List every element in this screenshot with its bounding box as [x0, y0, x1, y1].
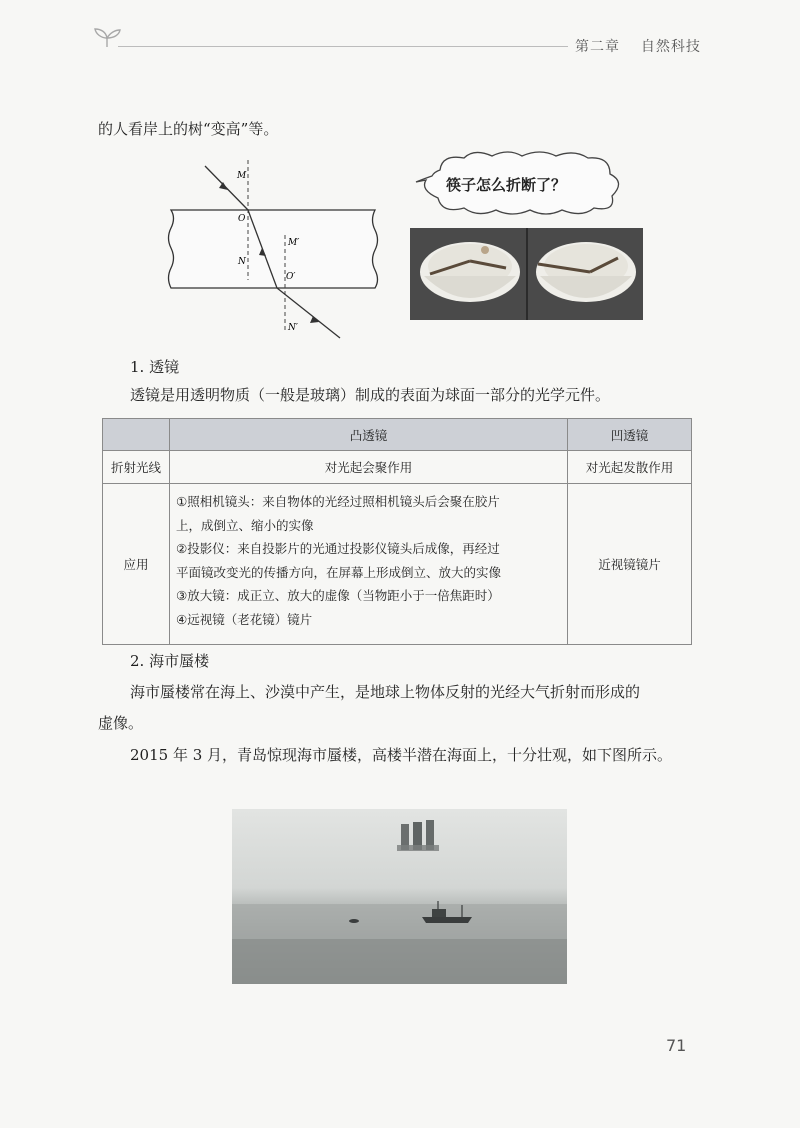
section2-paragraph2: 2015 年 3 月，青岛惊现海市蜃楼，高楼半潜在海面上，十分壮观，如下图所示。 [130, 746, 673, 764]
application-line: 平面镜改变光的传播方向，在屏幕上形成倒立、放大的实像 [176, 564, 502, 580]
convex-refraction: 对光起会聚作用 [170, 451, 568, 484]
section2-heading: 2. 海市蜃楼 [130, 652, 210, 670]
row-label-application: 应用 [103, 484, 170, 645]
application-line: 上，成倒立、缩小的实像 [176, 517, 314, 533]
concave-application: 近视镜镜片 [568, 484, 692, 645]
chapter-header [575, 36, 701, 56]
section1-paragraph: 透镜是用透明物质（一般是玻璃）制成的表面为球面一部分的光学元件。 [130, 386, 611, 404]
table-row [103, 484, 692, 645]
application-line: ③放大镜：成正立、放大的虚像（当物距小于一倍焦距时） [176, 588, 500, 603]
application-line: ①照相机镜头：来自物体的光经过照相机镜头后会聚在胶片 [176, 494, 500, 509]
thought-cloud [412, 150, 628, 220]
application-line: ④远视镜（老花镜）镜片 [176, 611, 313, 627]
page-number: 71 [666, 1036, 687, 1055]
lens-comparison-table [102, 418, 692, 645]
table-header-cell [103, 419, 170, 451]
label-O-prime: O′ [286, 272, 296, 282]
chapter-title: 自然科技 [640, 39, 701, 55]
label-M: M [237, 171, 247, 181]
section2-paragraph-line2: 虚像。 [98, 714, 144, 732]
label-N-prime: N′ [288, 323, 298, 333]
table-header-row [103, 419, 692, 451]
label-O: O [238, 214, 246, 224]
row-label-refraction: 折射光线 [103, 451, 170, 484]
application-line: ②投影仪：来自投影片的光通过投影仪镜头后成像，再经过 [176, 541, 500, 556]
refraction-diagram [165, 160, 390, 340]
section1-heading: 1. 透镜 [130, 358, 180, 376]
chapter-number: 第二章 [575, 39, 620, 55]
section2-paragraph-line1: 海市蜃楼常在海上、沙漠中产生，是地球上物体反射的光经大气折射而形成的 [130, 683, 641, 701]
label-N: N [238, 257, 246, 267]
table-header-convex: 凸透镜 [170, 419, 568, 451]
cloud-text: 筷子怎么折断了？ [446, 176, 567, 194]
table-header-concave: 凹透镜 [568, 419, 692, 451]
chopsticks-bowls-photo [410, 228, 643, 320]
convex-applications [170, 484, 568, 645]
table-row [103, 451, 692, 484]
sprout-icon [93, 26, 121, 48]
label-M-prime: M′ [288, 238, 300, 248]
header-rule [118, 46, 568, 47]
intro-text: 的人看岸上的树“变高”等。 [98, 120, 279, 138]
concave-refraction: 对光起发散作用 [568, 451, 692, 484]
mirage-photo [232, 809, 567, 984]
